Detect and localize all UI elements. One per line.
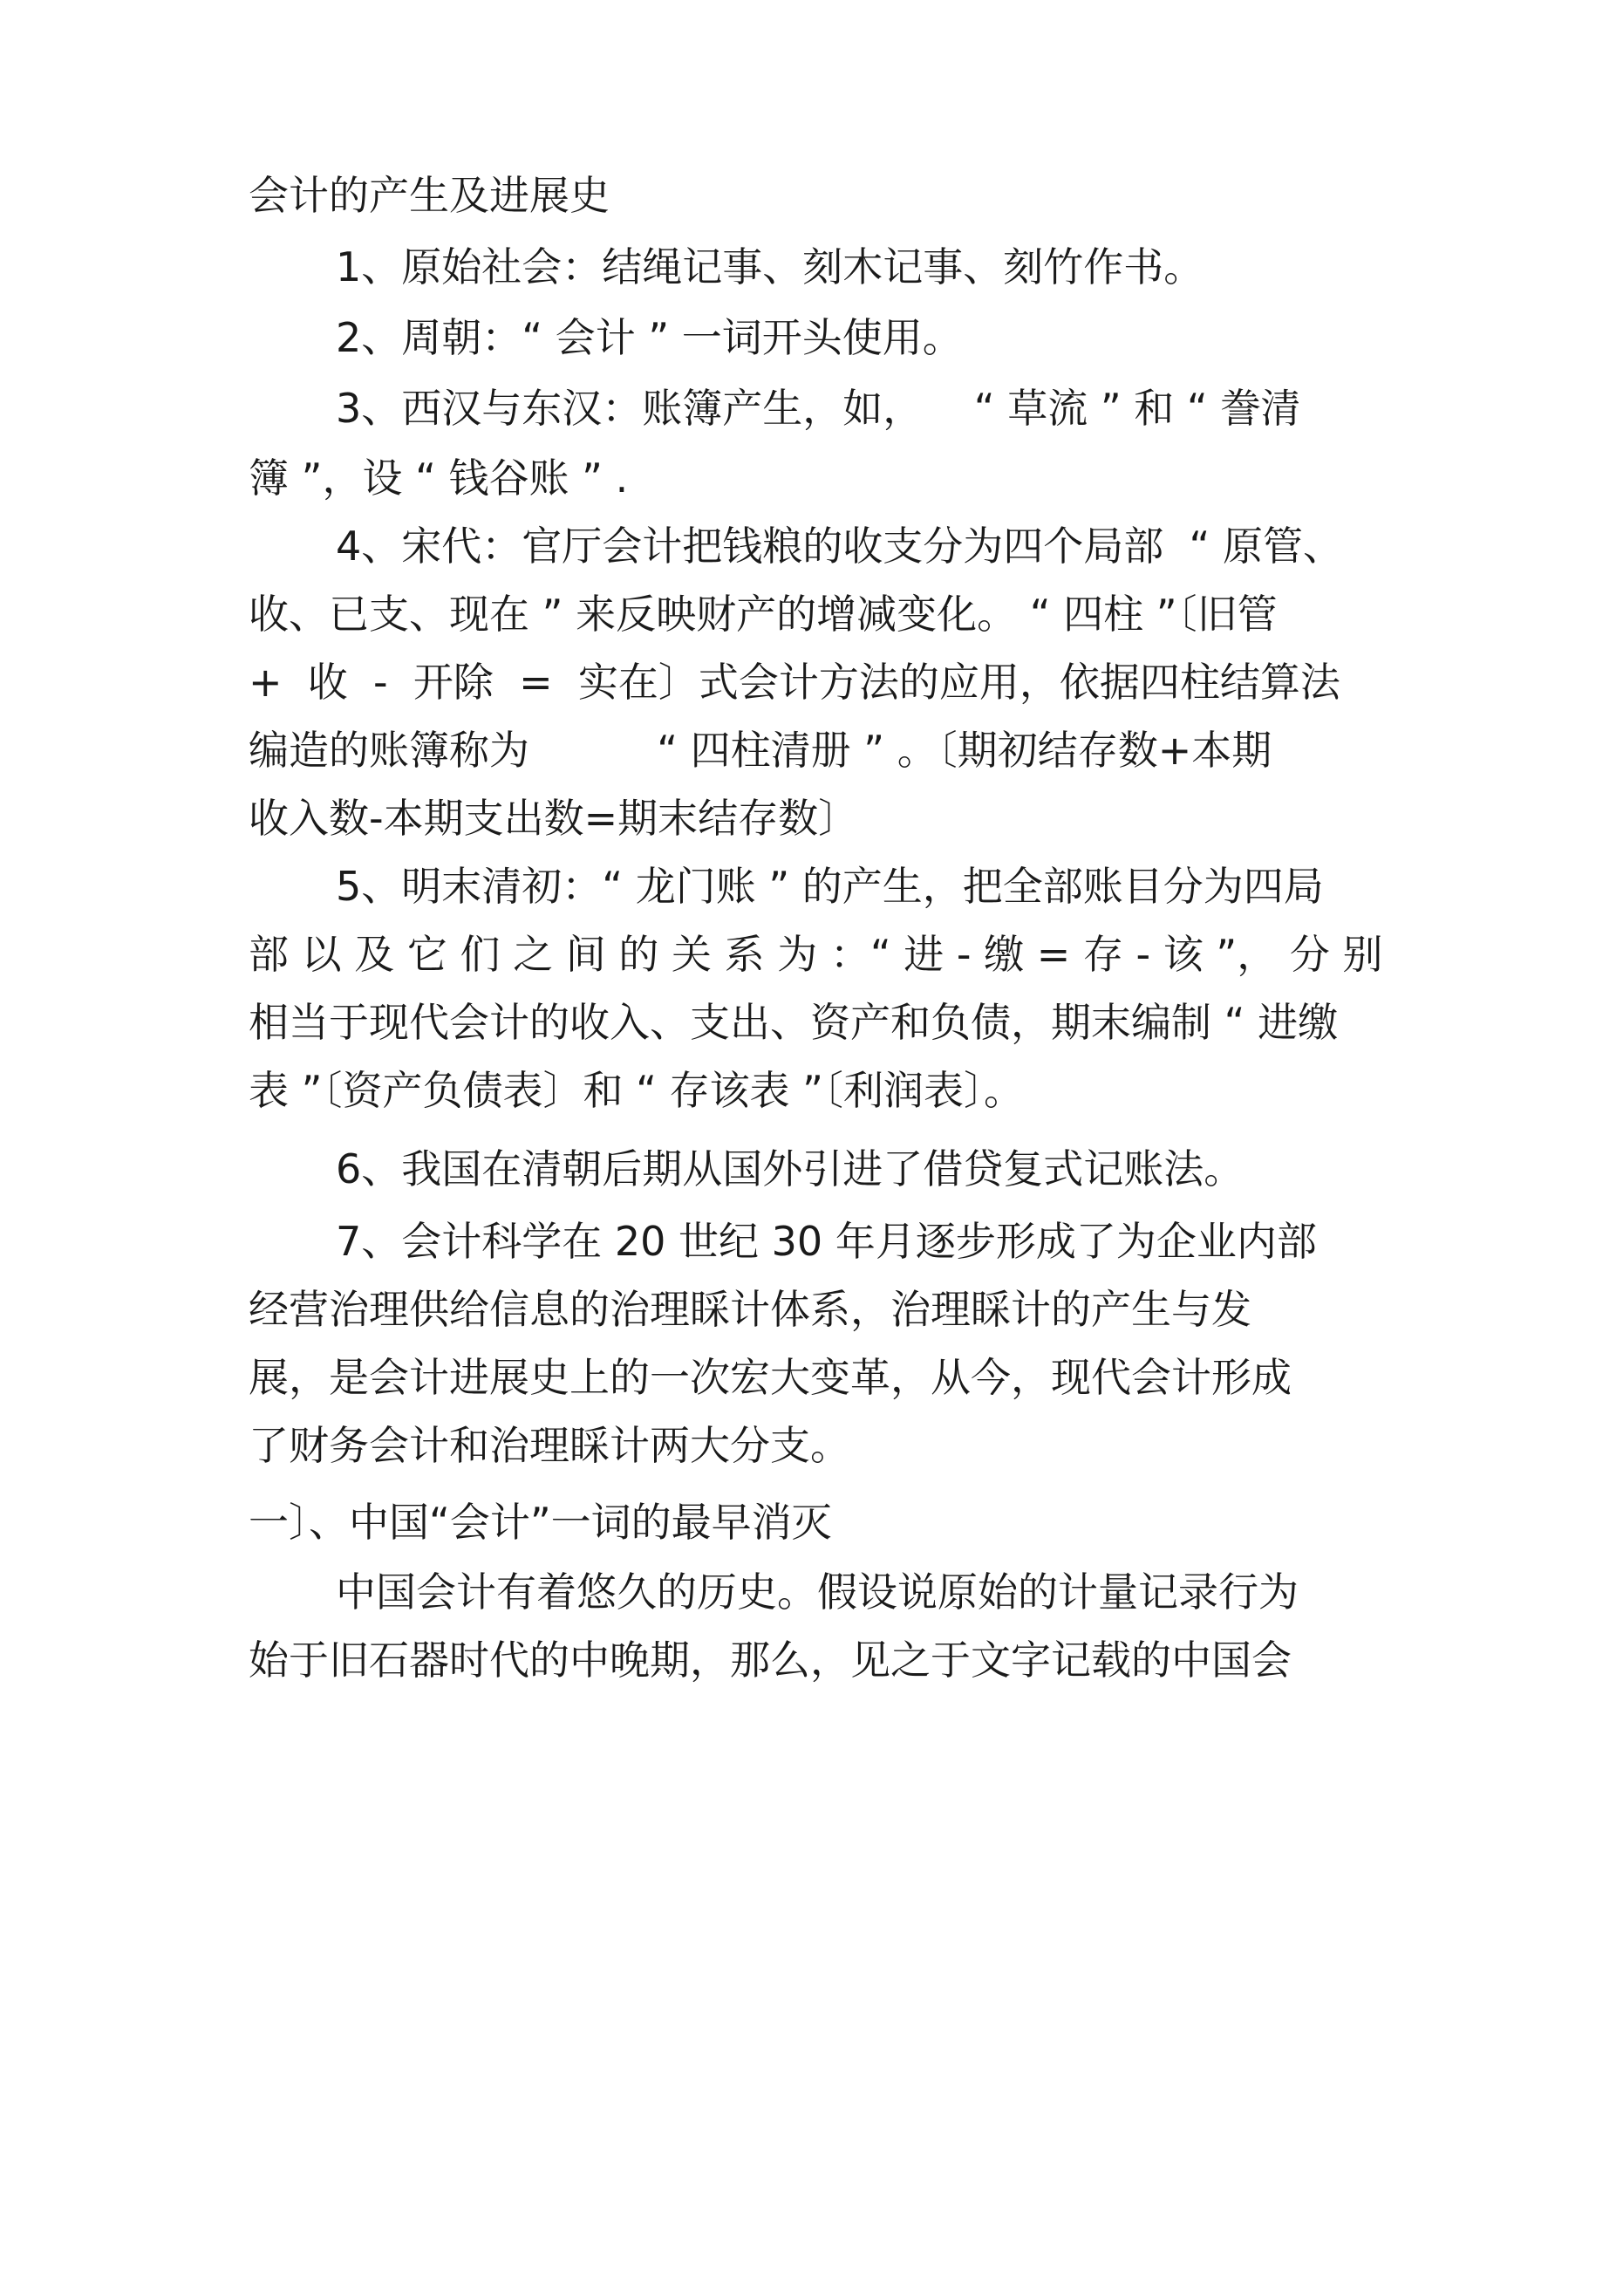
- paragraph-line: 5、明末清初：“ 龙门账 ” 的产生，把全部账目分为四局: [336, 863, 1324, 910]
- section-heading: 一〕、中国“会计”一词的最早消灭: [249, 1499, 832, 1546]
- paragraph-line: 相当于现代会计的收入、支出、资产和负债，期末编制 “ 进缴: [249, 999, 1339, 1046]
- paragraph-line: 1、原始社会：结绳记事、刻木记事、刻竹作书。: [336, 243, 1204, 290]
- paragraph-line: 4、宋代：官厅会计把钱粮的收支分为四个局部 “ 原管、: [336, 523, 1343, 570]
- paragraph-line: 7、会计科学在 20 世纪 30 年月逐步形成了为企业内部: [336, 1218, 1317, 1265]
- paragraph-line: 收、已支、现在 ” 来反映财产的增减变化。 “ 四柱 ”〔旧管: [249, 591, 1278, 638]
- paragraph-line: 经营治理供给信息的治理睬计体系，治理睬计的产生与发: [249, 1286, 1251, 1333]
- paragraph-line: 展，是会计进展史上的一次宏大变革，从今，现代会计形成: [249, 1354, 1292, 1401]
- paragraph-line: 簿 ”，设 “ 钱谷账 ” .: [249, 454, 629, 502]
- paragraph-line: 始于旧石器时代的中晚期，那么，见之于文字记载的中国会: [249, 1637, 1292, 1684]
- paragraph-line: 了财务会计和治理睬计两大分支。: [249, 1422, 850, 1469]
- paragraph-line: 收入数-本期支出数=期末结存数〕: [249, 795, 859, 842]
- paragraph-line: 2、周朝：“ 会计 ” 一词开头使用。: [336, 314, 963, 361]
- paragraph-line: 部 以 及 它 们 之 间 的 关 系 为 ：“ 进 - 缴 = 存 - 该 ”， 分 别: [249, 931, 1383, 978]
- document-title: 会计的产生及进展史: [249, 172, 610, 219]
- paragraph-line: 3、西汉与东汉：账簿产生，如， “ 草流 ” 和 “ 誊清: [336, 385, 1301, 432]
- paragraph-line: + 收 - 开除 = 实在〕式会计方法的应用，依据四柱结算法: [249, 659, 1340, 706]
- paragraph-line: 编造的账簿称为 “ 四柱清册 ” 。〔期初结存数+本期: [249, 727, 1272, 774]
- paragraph-line: 中国会计有着悠久的历史。假设说原始的计量记录行为: [336, 1568, 1299, 1616]
- paragraph-line: 6、我国在清朝后期从国外引进了借贷复式记账法。: [336, 1145, 1245, 1192]
- paragraph-line: 表 ”〔资产负债表〕和 “ 存该表 ”〔利润表〕。: [249, 1067, 1024, 1114]
